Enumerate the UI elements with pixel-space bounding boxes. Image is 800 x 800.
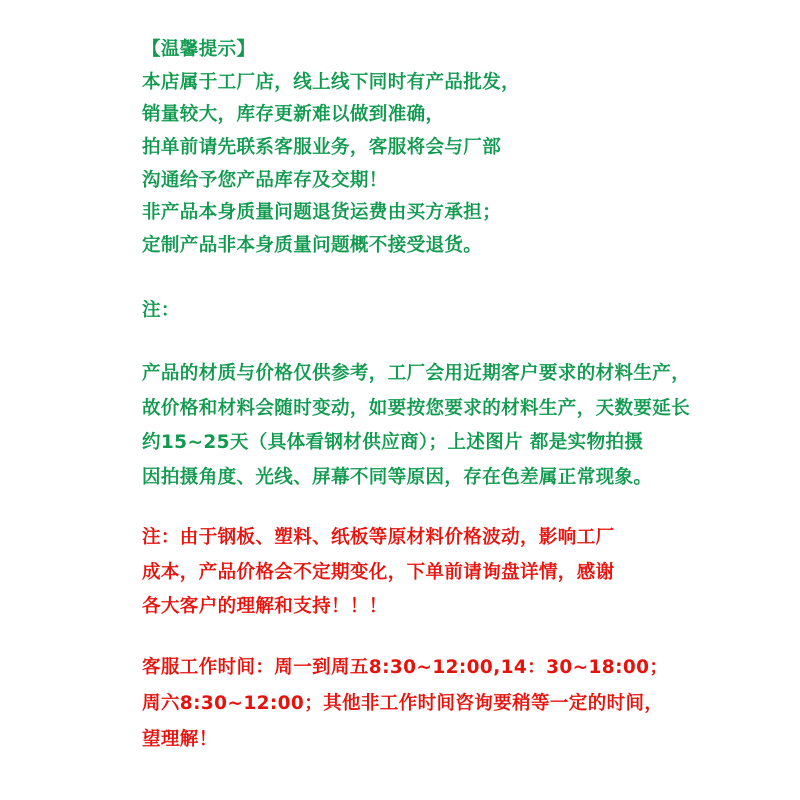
material-note-line: 产品的材质与价格仅供参考，工厂会用近期客户要求的材料生产， [142,363,691,384]
notice-line: 非产品本身质量问题退货运费由买方承担； [142,202,502,224]
price-note-block [142,521,615,625]
price-note-line: 成本，产品价格会不定期变化，下单前请询盘详情，感谢 [142,561,615,583]
service-hours-line: 周六8:30~12:00；其他非工作时间咨询要稍等一定的时间， [142,693,664,714]
notice-line: 拍单前请先联系客服业务，客服将会与厂部 [142,137,502,159]
notice-line: 销量较大，库存更新难以做到准确， [142,104,445,126]
warm-tips-title: 【温馨提示】 [142,39,256,60]
price-note-line: 各大客户的理解和支持！！！ [142,596,388,617]
notice-line: 本店属于工厂店，线上线下同时有产品批发， [142,71,521,93]
warm-tips-block [142,34,520,263]
service-hours-line: 客服工作时间：周一到周五8:30~12:00,14：30~18:00； [142,657,669,678]
price-note-line: 注：由于钢板、塑料、纸板等原材料价格波动，影响工厂 [142,527,615,548]
material-note-line: 约15~25天（具体看钢材供应商）；上述图片 都是实物拍摄 [142,432,644,453]
material-note-line: 故价格和材料会随时变动，如要按您要求的材料生产，天数要延长 [142,397,691,419]
material-note-block [142,357,690,495]
note-label-block [142,295,180,327]
notice-line: 沟通给予您产品库存及交期！ [142,169,388,191]
notice-line: 定制产品非本身质量问题概不接受退货。 [142,235,483,257]
service-hours-block [142,650,668,758]
note-label: 注： [142,300,180,321]
material-note-line: 因拍摄角度、光线、屏幕不同等原因，存在色差属正常现象。 [142,466,653,488]
service-hours-line: 望理解！ [142,729,218,750]
